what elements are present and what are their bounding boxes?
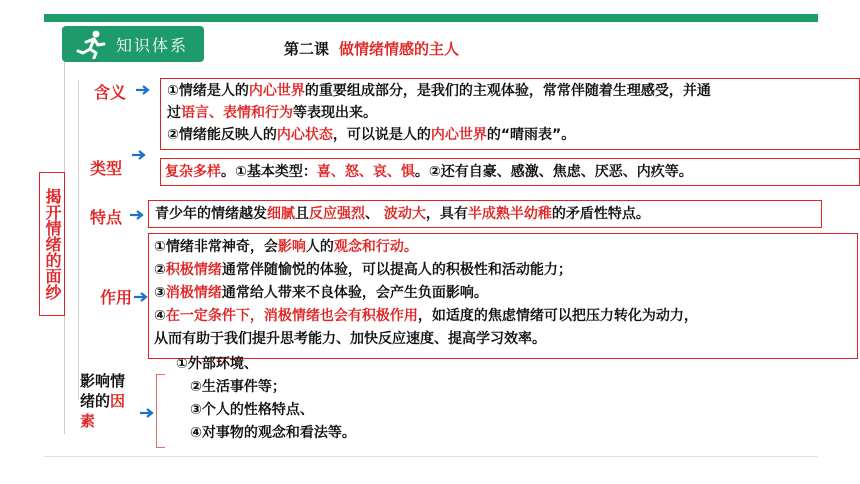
meaning-line-2: 过语言、表情和行为等表现出来。: [167, 105, 377, 121]
types-label: 类型: [90, 159, 123, 178]
types-box: [160, 158, 860, 186]
effects-line-3: ③消极情绪通常给人带来不良体验，会产生负面影响。: [154, 285, 488, 301]
traits-box: [148, 200, 822, 228]
meaning-box: [160, 78, 860, 150]
lesson-title: [284, 38, 459, 59]
meaning-line-1: ①情绪是人的内心世界的重要组成部分，是我们的主观体验，常常伴随着生理感受，并通: [167, 83, 711, 99]
inner-bracket-line: [78, 80, 79, 400]
factor-item: ②生活事件等；: [190, 379, 286, 395]
factor-item: ①外部环境、: [176, 356, 258, 372]
badge-label: 知识体系: [116, 35, 189, 55]
effects-line-1: ①情绪非常神奇，会影响人的观念和行动。: [154, 239, 418, 255]
effects-line-2: ②积极情绪通常伴随愉悦的体验，可以提高人的积极性和活动能力；: [154, 262, 572, 278]
bottom-frame-line: [44, 456, 818, 457]
effects-line-5: 从而有助于我们提升思考能力、加快反应速度、提高学习效率。: [154, 331, 546, 347]
lesson-name: 做情绪情感的主人: [339, 40, 460, 58]
arrow-right-icon: [134, 292, 148, 302]
knowledge-system-badge: [62, 26, 204, 62]
arrow-right-icon: [140, 408, 154, 418]
meaning-label: 含义: [94, 83, 127, 102]
arrow-right-icon: [132, 150, 146, 160]
arrow-right-icon: [130, 210, 144, 220]
arrow-right-icon: [136, 85, 150, 95]
factors-label: 影响情 绪的因 素: [80, 372, 126, 430]
lesson-prefix: 第二课: [284, 40, 330, 58]
effects-box: [148, 233, 858, 359]
factors-brace: [156, 374, 165, 448]
effects-line-4: ④在一定条件下，消极情绪也会有积极作用，如适度的焦虑情绪可以把压力转化为动力，: [154, 308, 698, 324]
top-frame-bar: [44, 14, 818, 22]
running-figure-icon: [74, 29, 108, 59]
side-title: 揭开情绪的面纱: [39, 172, 65, 316]
traits-label: 特点: [90, 208, 123, 227]
types-text: 复杂多样。①基本类型：喜、怒、哀、惧。②还有自豪、感激、焦虑、厌恶、内疚等。: [165, 164, 693, 180]
factor-item: ④对事物的观念和看法等。: [190, 425, 356, 441]
factor-item: ③个人的性格特点、: [190, 402, 314, 418]
traits-text: 青少年的情绪越发细腻且反应强烈、 波动大，具有半成熟半幼稚的矛盾性特点。: [155, 206, 650, 222]
meaning-line-3: ②情绪能反映人的内心状态，可以说是人的内心世界的“晴雨表”。: [167, 127, 576, 143]
effects-label: 作用: [100, 288, 133, 307]
